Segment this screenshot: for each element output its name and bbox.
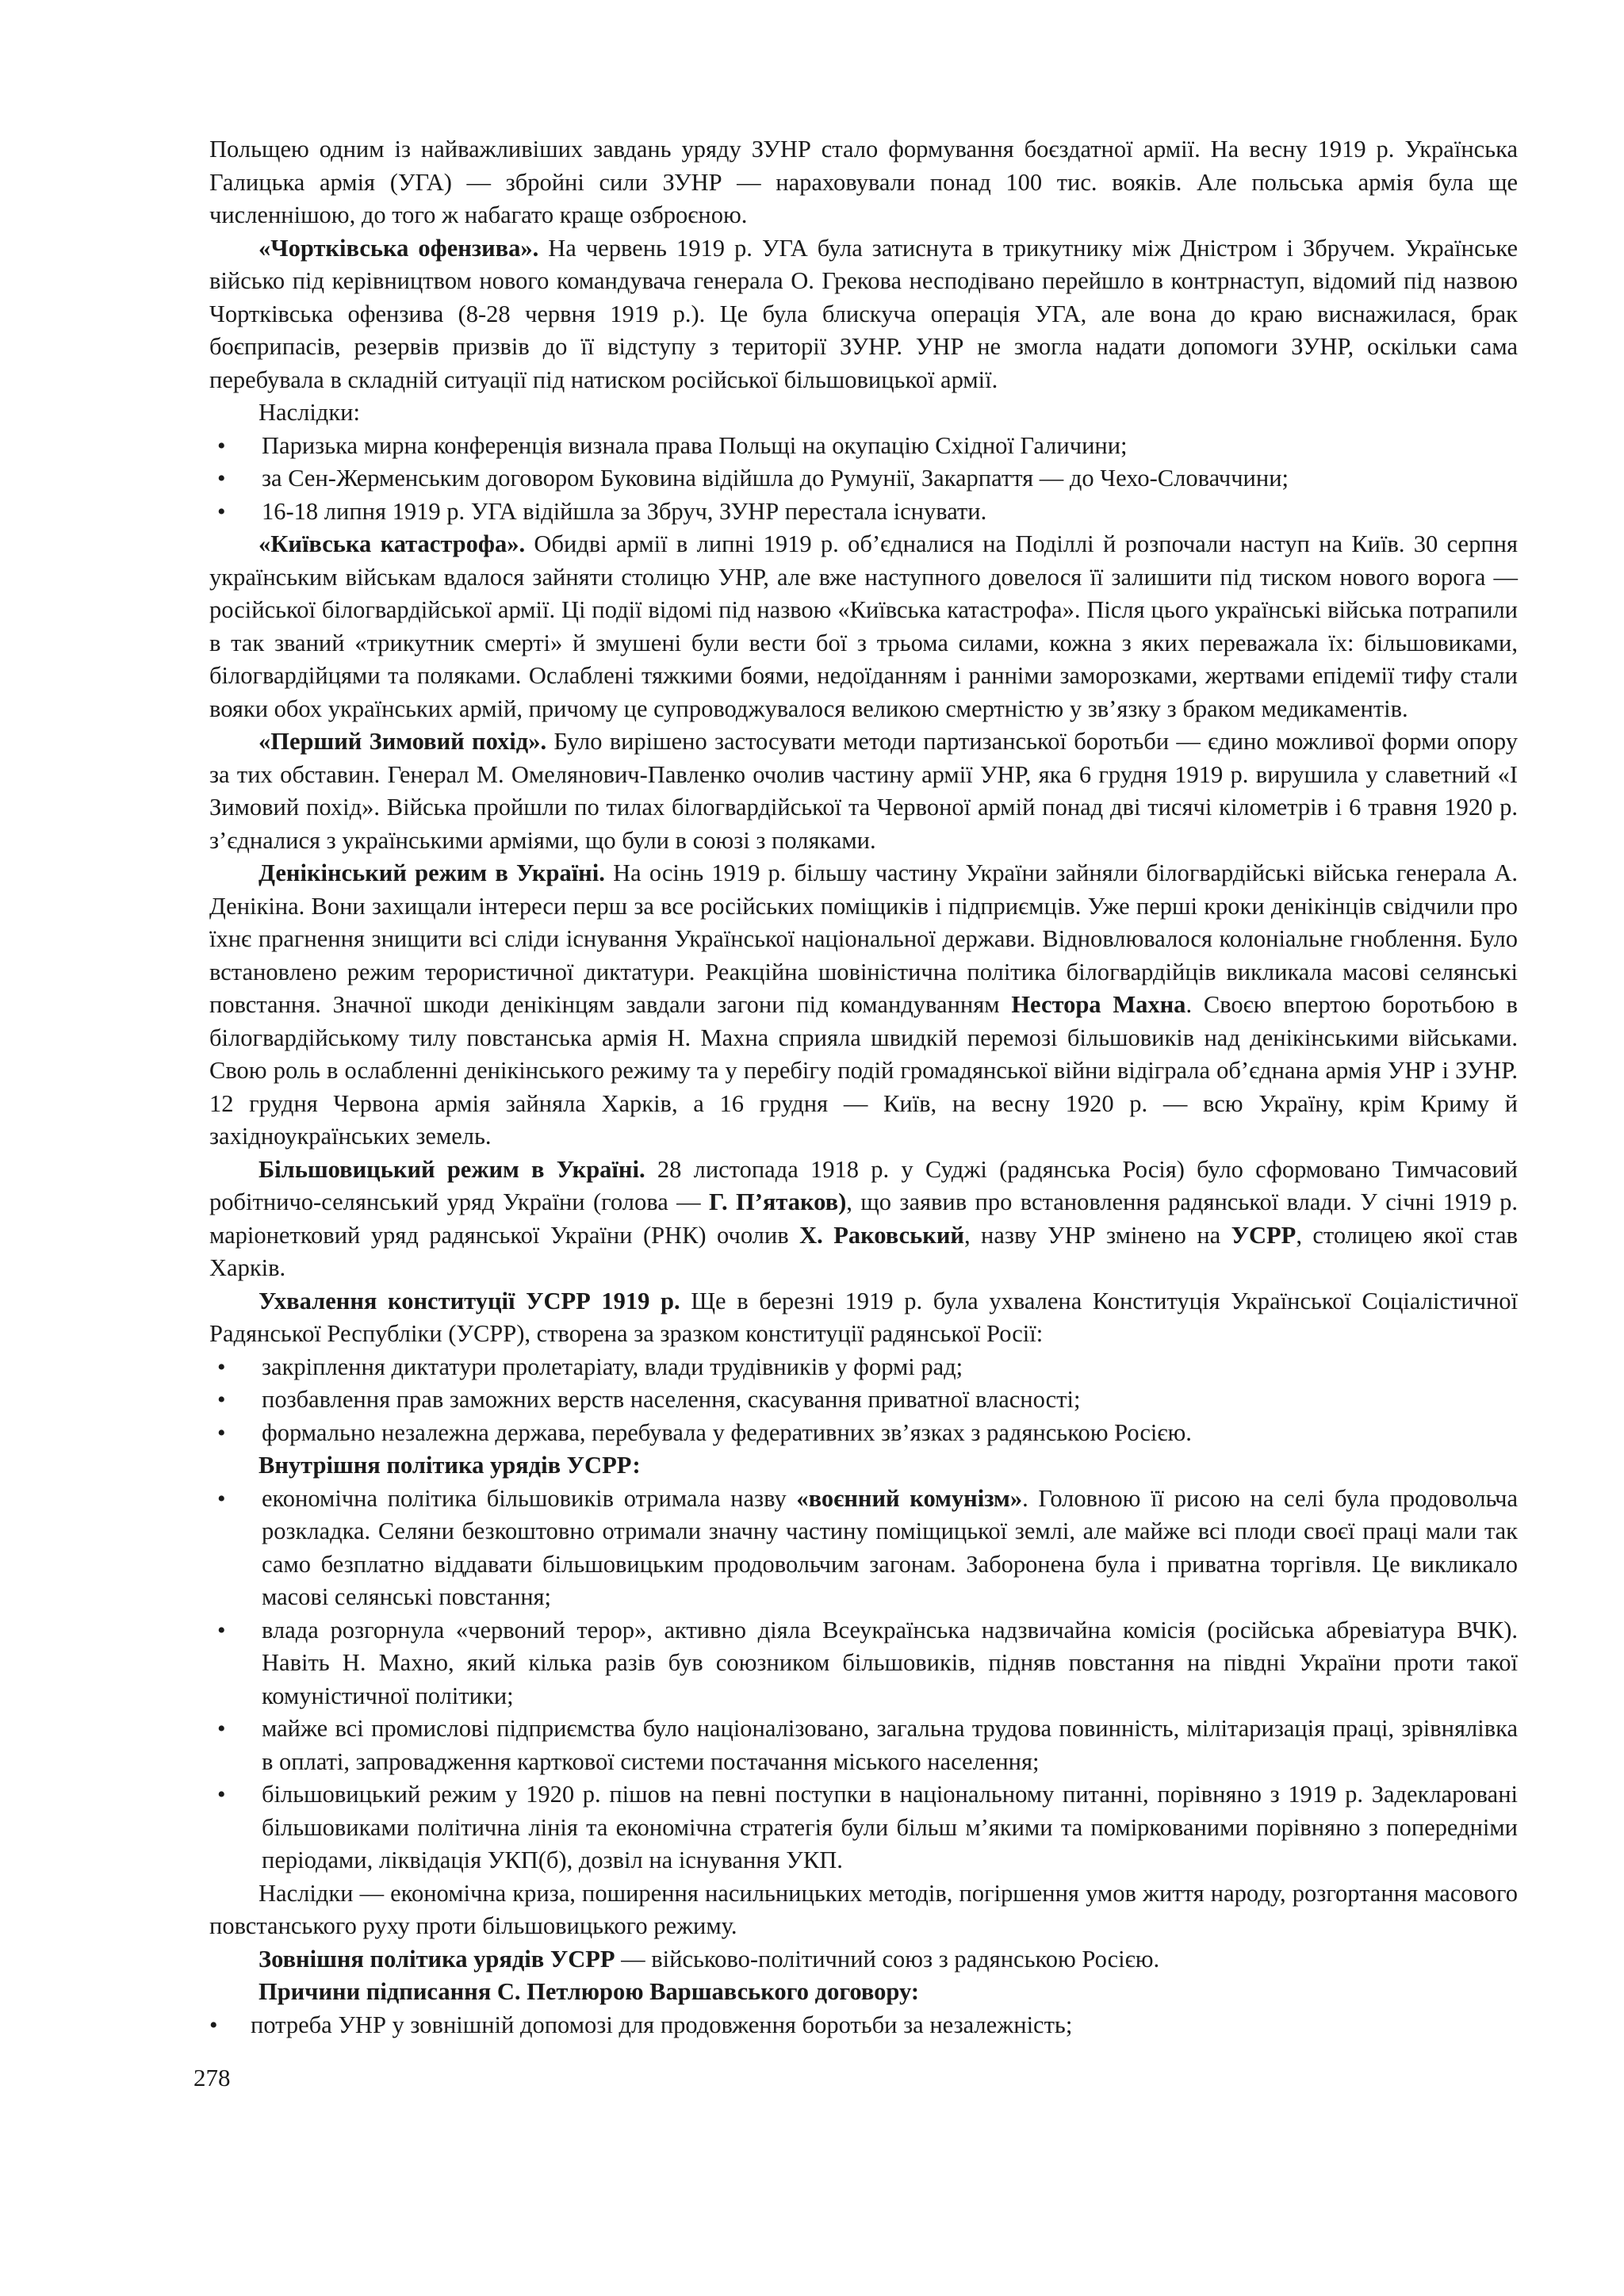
bullet-icon: • xyxy=(217,498,226,525)
bullet-icon: • xyxy=(209,2011,218,2038)
list-item: • потреба УНР у зовнішній допомозі для продовження боротьби за незалежність; xyxy=(209,2009,1518,2042)
list-item: • закріплення диктатури пролетаріату, влади трудівників у формі рад; xyxy=(209,1351,1518,1384)
bullet-icon: • xyxy=(217,1419,226,1446)
kyiv-text: Обидві армії в липні 1919 р. об’єдналися на Поділлі й розпочали наступ на Київ. 30 серпня українським військам вдалося зайняти столицю УНР, але вже наступного довелося її залишити під тиском нового ворога — російської білогвардійської армії. Ці події відомі під назвою «Київська катастрофа». Після цього українські війська потрапили в так званий «трикутник смерті» й змушені були вести бої з трьома силами, кожна з яких переважала їх: більшовиками, білогвардійцями та поляками. Ослаблені тяжкими боями, недоїданням і ранніми заморозками, жертвами епідемії тифу стали вояки обох українських армій, причому це супроводжувалося великою смертністю у зв’язку з браком медикаментів. xyxy=(209,530,1518,722)
warsaw-treaty-list xyxy=(209,2009,1518,2042)
warsaw-treaty-heading: Причини підписання С. Петлюрою Варшавського договору: xyxy=(259,1978,919,2005)
foreign-policy-paragraph: Зовнішня політика урядів УСРР — військово-політичний союз з радянською Росією. xyxy=(259,1945,1160,1973)
list-item: • за Сен-Жерменським договором Буковина відійшла до Румунії, Закарпаття — до Чехо-Словаччини; xyxy=(209,462,1518,496)
winter-campaign-text: Було вирішено застосувати методи партизанської боротьби — єдино можливої форми опору за тих обставин. Генерал М. Омелянович-Павленко очолив частину армії УНР, яка 6 грудня 1919 р. вирушила у славетний «І Зимовий похід». Війська пройшли по тилах білогвардійської та Червоної армій понад дві тисячі кілометрів і 6 травня 1920 р. з’єдналися з українськими арміями, що були в союзі з поляками. xyxy=(209,728,1518,854)
winter-campaign-heading: «Перший Зимовий похід». xyxy=(259,728,547,755)
makhno-name: Нестора Махна xyxy=(1011,991,1186,1018)
winter-campaign-paragraph xyxy=(209,725,1518,857)
denikin-heading: Денікінський режим в Україні. xyxy=(259,859,605,886)
constitution-heading: Ухвалення конституції УСРР 1919 р. xyxy=(259,1287,680,1314)
domestic-consequences: Наслідки — економічна криза, поширення насильницьких методів, погіршення умов життя народу, розгортання масового повстанського руху проти більшовицького режиму. xyxy=(209,1879,1518,1939)
constitution-list xyxy=(209,1351,1518,1450)
bullet-icon: • xyxy=(217,1617,226,1644)
page-number: 278 xyxy=(193,2064,231,2091)
bullet-icon: • xyxy=(217,1485,226,1512)
constitution-paragraph: Ухвалення конституції УСРР 1919 р. Ще в березні 1919 р. була ухвалена Конституція Української Соціалістичної Радянської Республіки (УСРР), створена за зразком конституції радянської Росії: xyxy=(209,1287,1518,1347)
domestic-policy-list xyxy=(209,1483,1518,1877)
domestic-policy-heading: Внутрішня політика урядів УСРР: xyxy=(259,1452,641,1479)
bullet-icon: • xyxy=(217,465,226,492)
list-item: • більшовицький режим у 1920 р. пішов на певні поступки в національному питанні, порівняно з 1919 р. Задекларовані більшовиками політична лінія та економічна стратегія були більш м’якими та поміркованими порівняно з попередніми періодами, ліквідація УКП(б), дозвіл на існування УКП. xyxy=(209,1778,1518,1877)
bolshevik-heading: Більшовицький режим в Україні. xyxy=(259,1155,645,1183)
page-content xyxy=(209,133,1518,2042)
list-item: • Паризька мирна конференція визнала права Польщі на окупацію Східної Галичини; xyxy=(209,430,1518,463)
bullet-icon: • xyxy=(217,1716,226,1742)
intro-paragraph: Польщею одним із найважливіших завдань уряду ЗУНР стало формування боєздатної армії. На весну 1919 р. Українська Галицька армія (УГА) — збройні сили ЗУНР — нараховували понад 100 тис. вояків. Але польська армія була ще численнішою, до того ж набагато краще озброєною. xyxy=(209,136,1518,228)
bolshevik-paragraph: Більшовицький режим в Україні. 28 листопада 1918 р. у Суджі (радянська Росія) було сформовано Тимчасовий робітничо-селянський уряд України (голова — Г. П’ятаков), що заявив про встановлення радянської влади. У січні 1919 р. маріонетковий уряд радянської України (РНК) очолив Х. Раковський, назву УНР змінено на УСРР, столицею якої став Харків. xyxy=(209,1155,1518,1281)
list-item: • формально незалежна держава, перебувала у федеративних зв’язках з радянською Росією. xyxy=(209,1417,1518,1450)
chortkiv-heading: «Чортківська офензива». xyxy=(259,234,539,262)
list-item: • майже всі промислові підприємства було націоналізовано, загальна трудова повинність, мілітаризація праці, зрівнялівка в оплаті, запровадження карткової системи постачання міського населення; xyxy=(209,1712,1518,1778)
kyiv-heading: «Київська катастрофа». xyxy=(259,530,526,557)
chortkiv-text: На червень 1919 р. УГА була затиснута в трикутнику між Дністром і Збручем. Українське військо під керівництвом нового командувача генерала О. Грекова несподівано перейшло в контрнаступ, відомий під назвою Чортківська офензива (8-28 червня 1919 р.). Це була блискуча операція УГА, але вона до краю виснажилася, брак боєприпасів, резервів призвів до її відступу з території ЗУНР. УНР не змогла надати допомоги ЗУНР, оскільки сама перебувала в складній ситуації під натиском російської більшовицької армії. xyxy=(209,234,1519,393)
list-item: • 16-18 липня 1919 р. УГА відійшла за Збруч, ЗУНР перестала існувати. xyxy=(209,496,1518,529)
list-item: • влада розгорнула «червоний терор», активно діяла Всеукраїнська надзвичайна комісія (російська абревіатура ВЧК). Навіть Н. Махно, який кілька разів був союзником більшовиків, підняв повстання на півдні України проти такої комуністичної політики; xyxy=(209,1614,1518,1713)
chortkiv-paragraph xyxy=(209,232,1518,397)
list-item: • позбавлення прав заможних верств населення, скасування приватної власності; xyxy=(209,1383,1518,1417)
list-item: • економічна політика більшовиків отримала назву «воєнний комунізм». Головною її рисою на селі була продовольча розкладка. Селяни безкоштовно отримали значну частину поміщицької землі, але майже всі плоди своєї праці мали так само безплатно віддавати більшовицьким продовольчим загонам. Заборонена була і приватна торгівля. Це викликало масові селянські повстання; xyxy=(209,1483,1518,1614)
bullet-icon: • xyxy=(217,1353,226,1380)
bullet-icon: • xyxy=(217,1387,226,1413)
chortkiv-consequences-label: Наслідки: xyxy=(259,399,360,426)
chortkiv-consequences-list xyxy=(209,430,1518,529)
bullet-icon: • xyxy=(217,1781,226,1808)
foreign-policy-heading: Зовнішня політика урядів УСРР xyxy=(259,1945,615,1973)
kyiv-paragraph xyxy=(209,528,1518,725)
bullet-icon: • xyxy=(217,432,226,459)
denikin-paragraph: Денікінський режим в Україні. На осінь 1919 р. більшу частину України зайняли білогвардійські війська генерала А. Денікіна. Вони захищали інтереси перш за все російських поміщиків і підприємців. Уже перші кроки денікінців свідчили про їхнє прагнення знищити всі сліди існування Української національної держави. Відновлювалося колоніальне гноблення. Було встановлено режим терористичної диктатури. Реакційна шовіністична політика білогвардійців викликала масові селянські повстання. Значної шкоди денікінцям завдали загони під командуванням Нестора Махна. Своєю впертою боротьбою в білогвардійському тилу повстанська армія Н. Махна сприяла швидкій перемозі більшовиків над денікінськими військами. Свою роль в ослабленні денікінського режиму та у перебігу подій громадянської війни відіграла об’єднана армія УНР і ЗУНР. 12 грудня Червона армія зайняла Харків, а 16 грудня — Київ, на весну 1920 р. — всю Україну, крім Криму й західноукраїнських земель. xyxy=(209,859,1519,1150)
